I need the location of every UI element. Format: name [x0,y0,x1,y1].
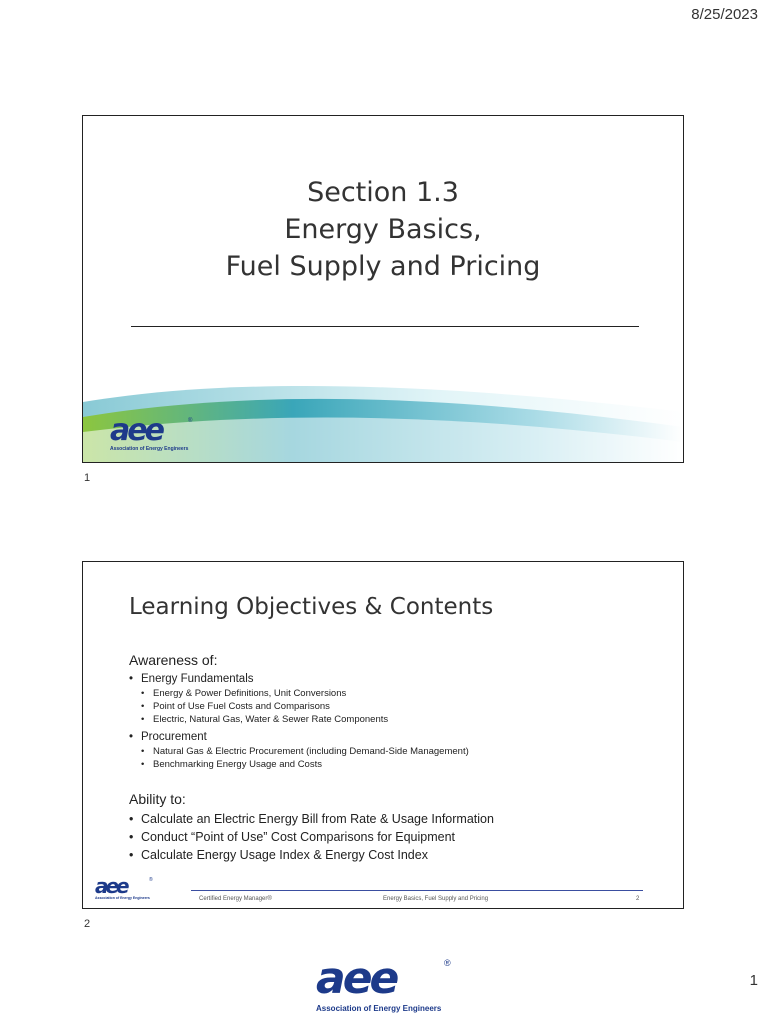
title-line: Fuel Supply and Pricing [225,251,541,282]
registered-mark: ® [188,418,193,424]
logo-org-name: Association of Energy Engineers [316,1004,442,1013]
footer-divider [191,890,643,891]
ability-heading: Ability to: [129,791,186,807]
footer-page: 2 [636,896,640,902]
title-divider [131,326,639,327]
logo-org-name: Association of Energy Engineers [95,896,150,900]
logo-mark: aee [110,413,162,448]
print-date: 8/25/2023 [691,6,758,23]
sub-list-item: • Point of Use Fuel Costs and Comparisons [141,700,469,713]
title-line: Energy Basics, [284,214,482,245]
slide-2-title: Learning Objectives & Contents [129,594,494,620]
slide-1 [82,115,684,463]
aee-logo-large [316,953,456,1018]
aee-logo [95,876,165,906]
page-number: 1 [749,972,758,989]
aee-logo [110,413,230,461]
awareness-heading: Awareness of: [129,652,218,668]
ability-list [129,810,494,864]
list-item: • Procurement [129,730,469,745]
list-item: • Calculate an Electric Energy Bill from Rate & Usage Information [129,810,494,828]
slide-number: 2 [84,918,91,930]
list-item: • Conduct “Point of Use” Cost Comparisons for Equipment [129,828,494,846]
logo-mark: aee [95,874,127,898]
title-line: Section 1.3 [307,177,459,208]
footer-left: Certified Energy Manager® [199,896,272,902]
logo-org-name: Association of Energy Engineers [110,446,189,452]
footer-center: Energy Basics, Fuel Supply and Pricing [383,896,489,902]
logo-mark: aee [316,953,397,1004]
list-item: • Calculate Energy Usage Index & Energy Cost Index [129,846,494,864]
sub-list-item: • Natural Gas & Electric Procurement (including Demand-Side Management) [141,745,469,758]
awareness-list [129,672,469,771]
slide-number: 1 [84,472,91,484]
slide-1-title [83,174,683,285]
sub-list-item: • Electric, Natural Gas, Water & Sewer Rate Components [141,713,469,726]
sub-list-item: • Benchmarking Energy Usage and Costs [141,758,469,771]
slide-2 [82,561,684,909]
list-item: • Energy Fundamentals [129,672,469,687]
registered-mark: ® [149,877,153,883]
registered-mark: ® [444,958,451,968]
sub-list-item: • Energy & Power Definitions, Unit Conversions [141,687,469,700]
